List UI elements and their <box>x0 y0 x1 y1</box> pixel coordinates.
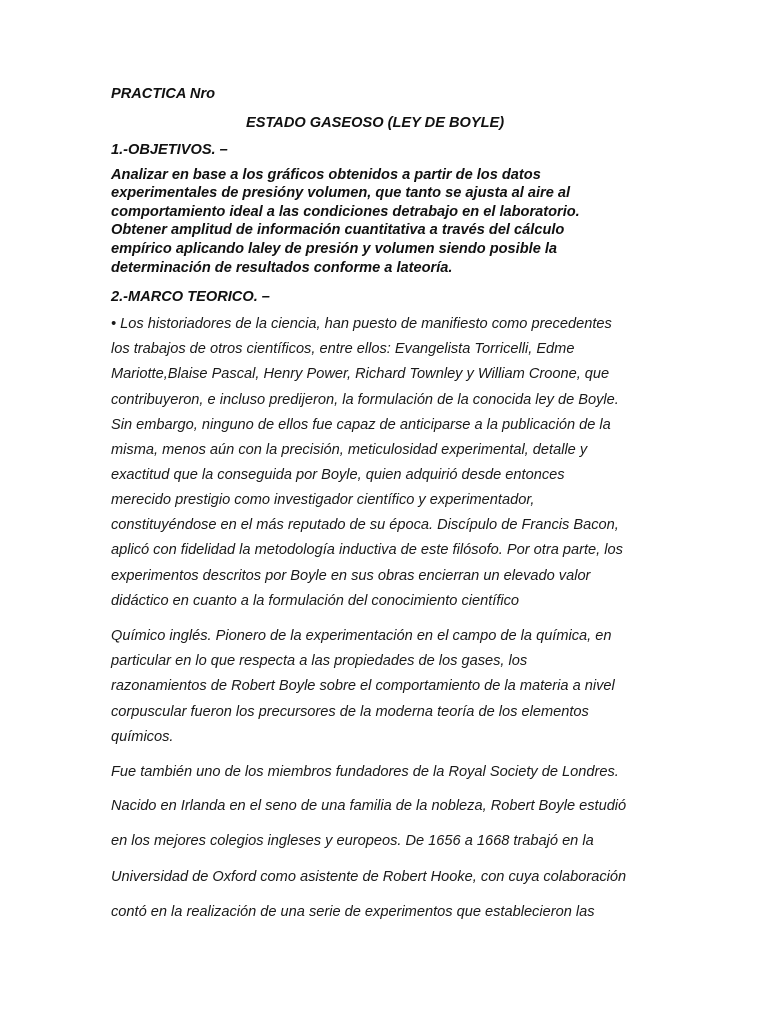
paragraph-line: experimentos descritos por Boyle en sus obras encierran un elevado valor <box>111 568 591 584</box>
paragraph-line: misma, menos aún con la precisión, meticulosidad experimental, detalle y <box>111 442 588 458</box>
objetivos-line: comportamiento ideal a las condiciones detrabajo en el laboratorio. <box>111 204 580 220</box>
paragraph-line: químicos. <box>111 729 174 745</box>
practice-label: PRACTICA Nro <box>111 86 216 102</box>
paragraph-line: • Los historiadores de la ciencia, han puesto de manifiesto como precedentes <box>111 316 612 332</box>
paragraph-line: Sin embargo, ninguno de ellos fue capaz de anticiparse a la publicación de la <box>111 417 611 433</box>
objetivos-heading: 1.-OBJETIVOS. – <box>111 142 228 158</box>
paragraph-line: exactitud que la conseguida por Boyle, quien adquirió desde entonces <box>111 467 565 483</box>
paragraph-line: los trabajos de otros científicos, entre ellos: Evangelista Torricelli, Edme <box>111 341 575 357</box>
paragraph-line: particular en lo que respecta a las propiedades de los gases, los <box>111 653 528 669</box>
paragraph-line: didáctico en cuanto a la formulación del conocimiento científico <box>111 593 520 609</box>
paragraph-line: en los mejores colegios ingleses y europeos. De 1656 a 1668 trabajó en la <box>111 833 594 849</box>
paragraph-line: Químico inglés. Pionero de la experimentación en el campo de la química, en <box>111 628 612 644</box>
paragraph-line: contribuyeron, e incluso predijeron, la formulación de la conocida ley de Boyle. <box>111 392 619 408</box>
objetivos-line: empírico aplicando laley de presión y volumen siendo posible la <box>111 241 558 257</box>
objetivos-line: experimentales de presióny volumen, que tanto se ajusta al aire al <box>111 185 571 201</box>
objetivos-line: determinación de resultados conforme a lateoría. <box>111 260 453 276</box>
paragraph-line: constituyéndose en el más reputado de su época. Discípulo de Francis Bacon, <box>111 517 619 533</box>
objetivos-line: Obtener amplitud de información cuantitativa a través del cálculo <box>111 222 565 238</box>
marco-teorico-heading: 2.-MARCO TEORICO. – <box>111 289 270 305</box>
paragraph-line: contó en la realización de una serie de experimentos que establecieron las <box>111 904 595 920</box>
paragraph-line: aplicó con fidelidad la metodología inductiva de este filósofo. Por otra parte, los <box>111 542 623 558</box>
paragraph-line: corpuscular fueron los precursores de la moderna teoría de los elementos <box>111 704 589 720</box>
document-title: ESTADO GASEOSO (LEY DE BOYLE) <box>246 115 505 131</box>
objetivos-line: Analizar en base a los gráficos obtenidos a partir de los datos <box>111 167 541 183</box>
paragraph-line: razonamientos de Robert Boyle sobre el comportamiento de la materia a nivel <box>111 678 615 694</box>
paragraph-line: Mariotte,Blaise Pascal, Henry Power, Richard Townley y William Croone, que <box>111 366 610 382</box>
paragraph-line: Nacido en Irlanda en el seno de una familia de la nobleza, Robert Boyle estudió <box>111 798 627 814</box>
paragraph-line: merecido prestigio como investigador científico y experimentador, <box>111 492 535 508</box>
paragraph-line: Universidad de Oxford como asistente de Robert Hooke, con cuya colaboración <box>111 869 627 885</box>
paragraph-line: Fue también uno de los miembros fundadores de la Royal Society de Londres. <box>111 764 619 780</box>
